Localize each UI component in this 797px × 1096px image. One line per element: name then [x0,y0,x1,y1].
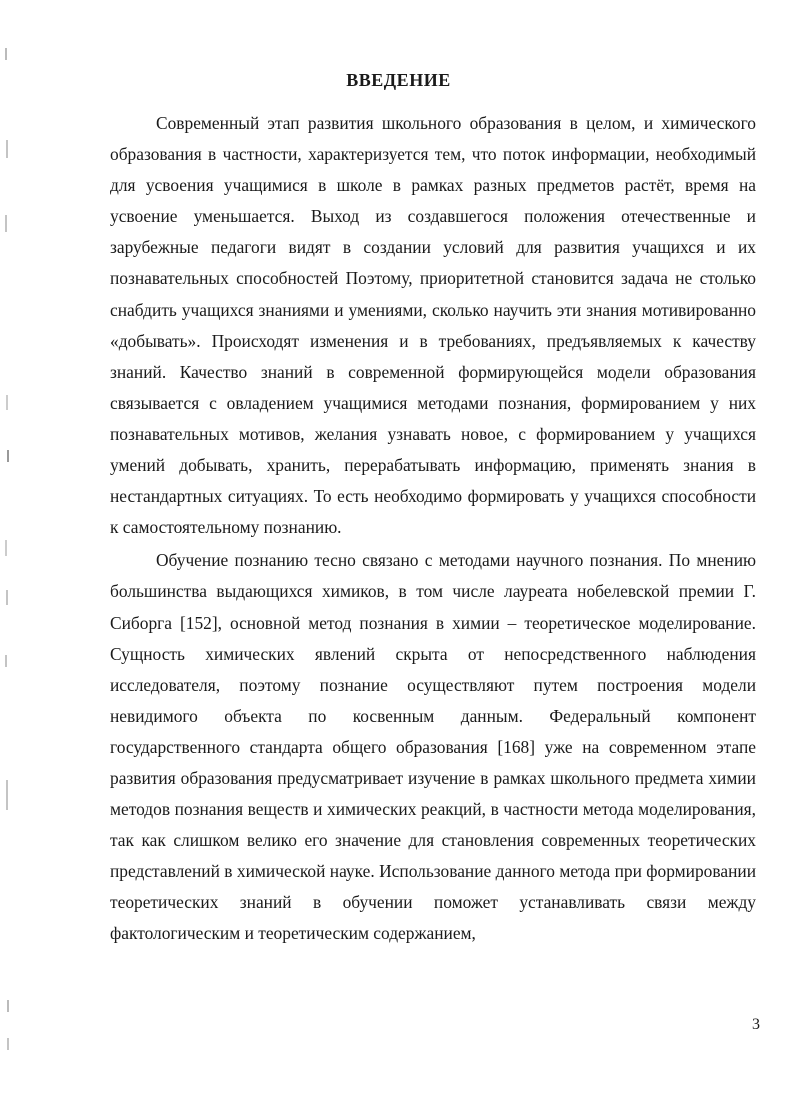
scan-edge-marks [0,0,20,1096]
paragraph: Современный этап развития школьного образования в целом, и химического образования в частности, характеризуется тем, что поток информации, необходимый для усвоения учащимися в школе в рамках разных предметов растёт, время на усвоение уменьшается. Выход из создавшегося положения отечественные и зарубежные педагоги видят в создании условий для развития учащихся и их познавательных способностей Поэтому, приоритетной становится задача не столько снабдить учащихся знаниями и умениями, сколько научить эти знания мотивированно «добывать». Происходят изменения и в требованиях, предъявляемых к качеству знаний. Качество знаний в современной формирующейся модели образования связывается с овладением учащимися методами познания, формированием у них познавательных мотивов, желания узнавать новое, с формированием у учащихся умений добывать, хранить, перерабатывать информацию, применять знания в нестандартных ситуациях. То есть необходимо формировать у учащихся способности к самостоятельному познанию. [110,113,756,538]
page-title: ВВЕДЕНИЕ [346,70,451,90]
page-number: 3 [752,1016,760,1033]
body-text [110,108,756,950]
paragraph: Обучение познанию тесно связано с методами научного познания. По мнению большинства выдающихся химиков, в том числе лауреата нобелевской премии Г. Сиборга [152], основной метод познания в химии – теоретическое моделирование. Сущность химических явлений скрыта от непосредственного наблюдения исследователя, поэтому познание осуществляют путем построения модели невидимого объекта по косвенным данным. Федеральный компонент государственного стандарта общего образования [168] уже на современном этапе развития образования предусматривает изучение в рамках школьного предмета химии методов познания веществ и химических реакций, в частности метода моделирования, так как слишком велико его значение для становления современных теоретических представлений в химической науке. Использование данного метода при формировании теоретических знаний в обучении поможет устанавливать связи между фактологическим и теоретическим содержанием, [110,550,756,944]
